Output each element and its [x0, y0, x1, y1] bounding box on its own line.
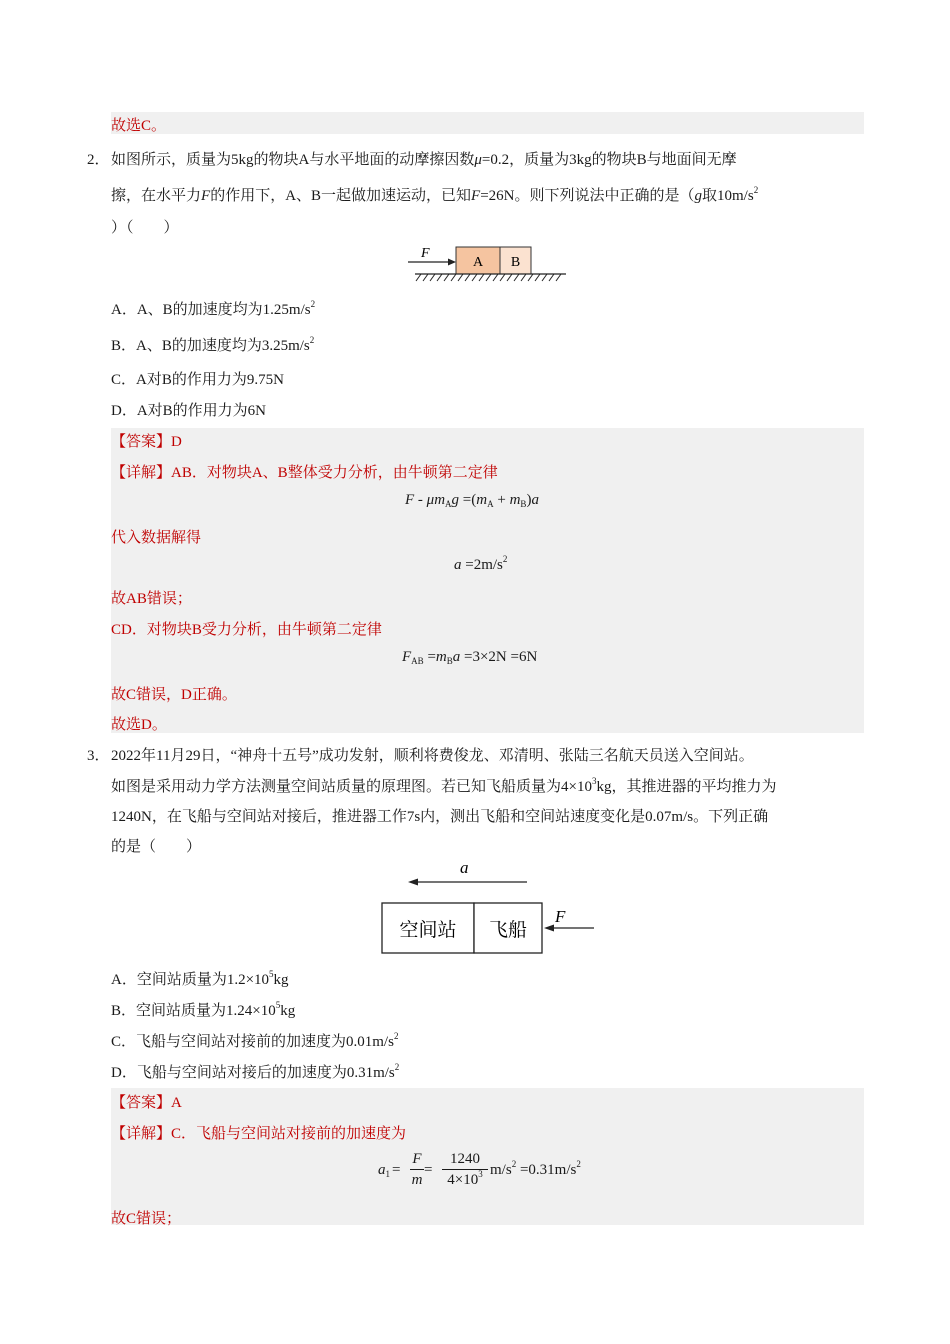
- q2-option-b[interactable]: B．A、B的加速度均为$3.25m/s^2$: [111, 335, 315, 354]
- block-a-label: A: [472, 255, 484, 270]
- ship-label: 飞船: [488, 919, 528, 941]
- q2-stem-line3: ）（ ）: [111, 220, 179, 236]
- accel-arrow-head: [408, 879, 418, 886]
- fraction-f-over-m: F m: [411, 1151, 423, 1188]
- q2-detail-4: CD．对物块B受力分析，由牛顿第二定律: [111, 622, 382, 638]
- thrust-arrow-head: [544, 925, 554, 932]
- q2-formula-1: $F - \mu m_Ag =(m_A + m_B)a$: [405, 492, 539, 509]
- q2-stem-line1: 如图所示，质量为5kg的物块A与水平地面的动摩擦因数μ=0.2，质量为3kg的物块B与地面间无摩: [111, 152, 737, 168]
- q3-detail-1: 【详解】C．飞船与空间站对接前的加速度为: [111, 1126, 407, 1142]
- q3-stem-line1: 2022年11月29日，“神舟十五号”成功发射，顺利将费俊龙、邓清明、张陆三名航天员送入空间站。: [111, 748, 754, 764]
- q2-stem-line2: 擦，在水平力F的作用下，A、B一起做加速运动，已知F=26N。则下列说法中正确的是（g取$10m/s^2$: [111, 185, 759, 204]
- accel-label: a: [460, 858, 469, 877]
- q3-option-b[interactable]: B．空间站质量为$1.24\times 10^5kg$: [111, 1000, 296, 1019]
- force-label: F: [421, 246, 430, 261]
- station-label: 空间站: [399, 919, 457, 941]
- q2-number: 2．: [87, 152, 110, 168]
- q1-conclusion: 故选C。: [111, 118, 167, 134]
- q2-detail-2: 代入数据解得: [111, 530, 202, 546]
- q3-detail-2: 故C错误；: [111, 1211, 182, 1227]
- q3-figure: [378, 856, 600, 958]
- ground-hatching: [416, 274, 561, 281]
- q3-stem-line3: 1240N，在飞船与空间站对接后，推进器工作7s内，测出飞船和空间站速度变化是0.07m/s。下列正确: [111, 809, 769, 825]
- q2-detail-3: 故AB错误；: [111, 591, 192, 607]
- q3-stem-line4: 的是（ ）: [111, 839, 202, 855]
- q3-option-c[interactable]: C．飞船与空间站对接前的加速度为$0.01m/s^2$: [111, 1031, 399, 1050]
- q2-formula-3: $F_{AB} =m_Ba =3\times 2N =6N$: [402, 649, 538, 666]
- q2-detail-1: 【详解】AB．对物块A、B整体受力分析，由牛顿第二定律: [111, 465, 498, 481]
- force-arrow-head: [448, 259, 456, 266]
- q2-figure: [405, 241, 570, 285]
- q3-number: 3．: [87, 748, 110, 764]
- q3-option-d[interactable]: D．飞船与空间站对接后的加速度为$0.31m/s^2$: [111, 1062, 400, 1081]
- q2-answer: 【答案】D: [111, 434, 182, 450]
- q3-stem-line2: 如图是采用动力学方法测量空间站质量的原理图。若已知飞船质量为$4\times 10^3kg$，其推进器的平均推力为: [111, 776, 777, 795]
- q2-formula-2: $a =2m/s^2$: [454, 554, 508, 573]
- q3-option-a[interactable]: A．空间站质量为$1.2\times 10^5kg$: [111, 969, 289, 988]
- q2-option-c[interactable]: C．A对B的作用力为9.75N: [111, 372, 284, 388]
- q1-conclusion-bg: [111, 112, 864, 134]
- block-b-label: B: [510, 255, 521, 270]
- q2-option-a[interactable]: A．A、B的加速度均为$1.25m/s^2$: [111, 299, 316, 318]
- q2-option-d[interactable]: D．A对B的作用力为6N: [111, 403, 267, 419]
- q3-answer: 【答案】A: [111, 1095, 182, 1111]
- thrust-label: F: [555, 907, 566, 926]
- q2-detail-5: 故C错误，D正确。: [111, 687, 237, 703]
- fraction-numeric: 1240 $4\times 10^3$: [442, 1150, 488, 1190]
- q2-detail-6: 故选D。: [111, 717, 167, 733]
